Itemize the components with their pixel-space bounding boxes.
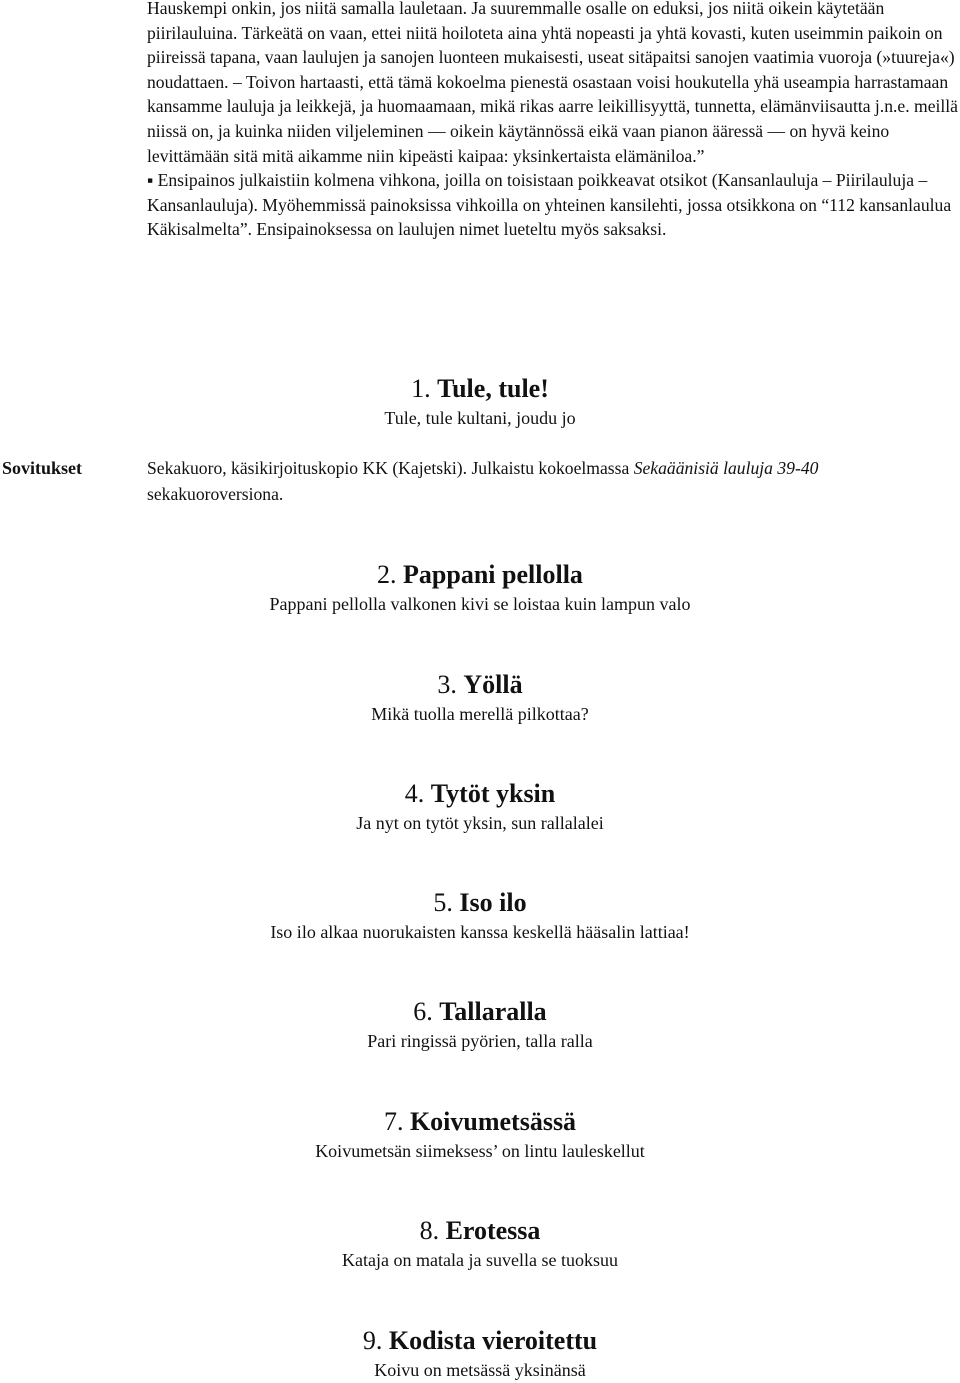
- song-first-line: Pari ringissä pyörien, talla ralla: [367, 1031, 593, 1051]
- song-entry: [0, 1326, 960, 1382]
- song-first-line: Mikä tuolla merellä pilkottaa?: [371, 704, 589, 724]
- sovitukset-text-before: Sekakuoro, käsikirjoituskopio KK (Kajetski). Julkaistu kokoelmassa: [147, 458, 634, 478]
- song-number: 5.: [433, 888, 453, 917]
- song-entry: [0, 888, 960, 944]
- song-name: Iso ilo: [459, 888, 527, 917]
- song-title: [0, 1326, 960, 1356]
- song-number: 8.: [419, 1216, 440, 1245]
- song-first-line: Kataja on matala ja suvella se tuoksuu: [342, 1250, 618, 1270]
- intro-paragraph: ▪ Ensipainos julkaistiin kolmena vihkona, joilla on toisistaan poikkeavat otsikot (Kansanlauluja – Piirilauluja – Kansanlauluja). Myöhemmissä painoksissa vihkoilla on yhteinen kansilehti, jossa otsikkona on “112 kansanlaulua Käkisalmelta”. Ensipainoksessa on laulujen nimet lueteltu myös saksaksi.: [147, 170, 952, 240]
- song-number: 1.: [411, 374, 431, 403]
- sovitukset-text-after: sekakuoroversiona.: [147, 484, 284, 504]
- song-entry: [0, 1107, 960, 1163]
- song-entry: [0, 1216, 960, 1272]
- sovitukset-text: [147, 455, 959, 507]
- song-number: 4.: [404, 779, 425, 808]
- sovitukset-collection: Sekaäänisiä lauluja 39-40: [633, 458, 819, 478]
- song-number: 3.: [437, 670, 457, 699]
- song-name: Koivumetsässä: [409, 1107, 577, 1136]
- song-number: 6.: [413, 997, 433, 1026]
- song-number: 2.: [377, 560, 397, 589]
- song-title: [0, 779, 960, 809]
- song-first-line: Tule, tule kultani, joudu jo: [384, 408, 576, 428]
- song-name: Tule, tule!: [437, 374, 549, 403]
- song-name: Tallaralla: [439, 997, 547, 1026]
- song-name: Yöllä: [463, 670, 523, 699]
- song-title: [0, 670, 960, 700]
- intro-paragraph: Hauskempi onkin, jos niitä samalla lauletaan. Ja suuremmalle osalle on eduksi, jos niitä oikein käytetään piirilauluina. Tärkeätä on vaan, ettei niitä hoiloteta aina yhtä nopeasti ja yhtä kovasti, kuten useimmin paikoin on piireissä tapana, vaan laulujen ja sanojen luonteen mukaisesti, useat sitäpaitsi sanojen vaatimia vuoroja (»tuureja«) noudattaen. – Toivon hartaasti, että tämä kokoelma pienestä osastaan voisi houkutella yhä useampia harrastamaan kansamme lauluja ja leikkejä, ja huomaamaan, mikä rikas aarre leikillisyyttä, tunnetta, elämänviisautta j.n.e. meillä niissä on, ja kuinka niiden viljeleminen — oikein käytännössä eikä vaan pianon ääressä — on hyvä keino levittämään sitä mitä aikamme niin kipeästi kaipaa: yksinkertaista elämäniloa.”: [147, 0, 958, 166]
- song-name: Pappani pellolla: [403, 560, 583, 589]
- song-first-line: Koivumetsän siimeksess’ on lintu lauleskellut: [315, 1141, 645, 1161]
- song-title: [0, 374, 960, 404]
- song-first-line: Koivu on metsässä yksinänsä: [374, 1360, 586, 1380]
- song-name: Erotessa: [445, 1216, 541, 1245]
- song-title: [0, 1107, 960, 1137]
- song-title: [0, 560, 960, 590]
- intro-text: [147, 0, 959, 242]
- song-entry: [0, 560, 960, 616]
- song-title: [0, 1216, 960, 1246]
- song-title: [0, 997, 960, 1027]
- song-first-line: Iso ilo alkaa nuorukaisten kanssa keskellä hääsalin lattiaa!: [270, 922, 690, 942]
- song-first-line: Ja nyt on tytöt yksin, sun rallalalei: [356, 813, 604, 833]
- song-entry: [0, 670, 960, 726]
- song-name: Tytöt yksin: [430, 779, 556, 808]
- song-entry: [0, 779, 960, 835]
- song-name: Kodista vieroitettu: [388, 1326, 598, 1355]
- sovitukset-label: Sovitukset: [2, 458, 83, 478]
- song-number: 9.: [362, 1326, 383, 1355]
- song-first-line: Pappani pellolla valkonen kivi se loistaa kuin lampun valo: [269, 594, 691, 614]
- song-entry: [0, 374, 960, 430]
- song-title: [0, 888, 960, 918]
- song-number: 7.: [383, 1107, 404, 1136]
- song-entry: [0, 997, 960, 1053]
